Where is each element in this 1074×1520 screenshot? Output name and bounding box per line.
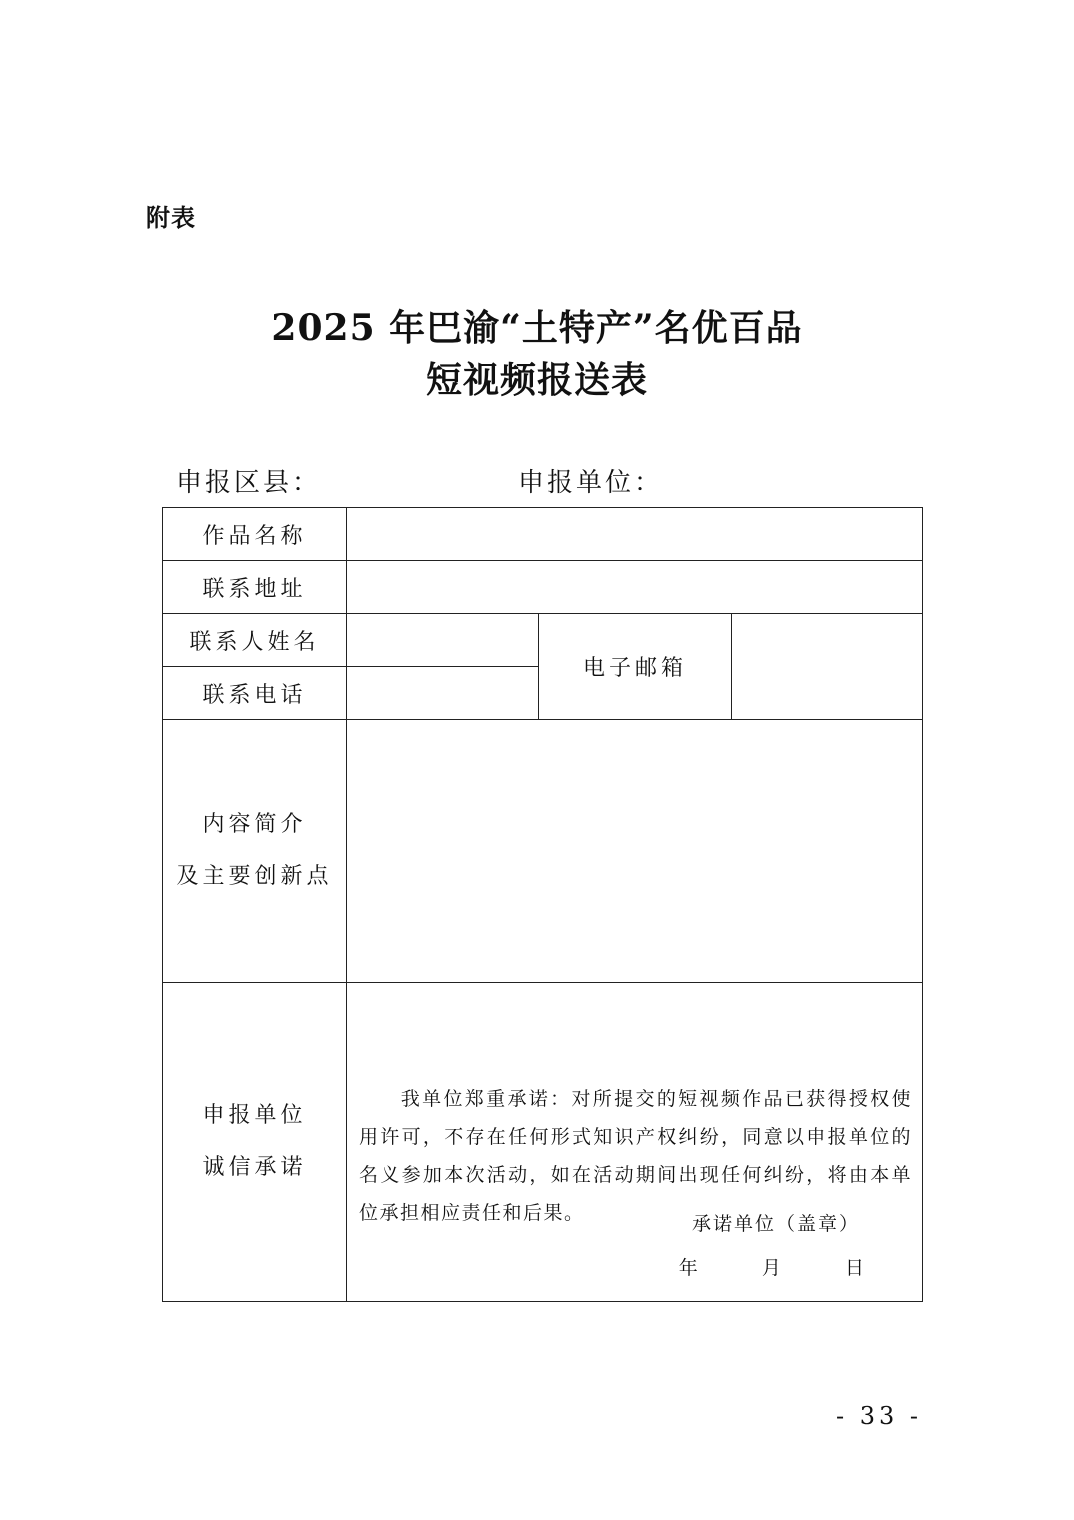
page-number: - 33 - [836,1402,923,1430]
email-field[interactable] [732,614,923,720]
summary-label-line1: 内容简介 [202,812,307,837]
date-line [679,1253,864,1280]
unit-label: 申报单位： [518,468,664,498]
date-year: 年 [678,1257,698,1279]
summary-label [163,720,347,983]
date-day: 日 [845,1257,865,1279]
address-label: 联系地址 [163,561,347,614]
signature-line: 承诺单位（盖章） [692,1213,861,1235]
email-label: 电子邮箱 [539,614,732,720]
summary-field[interactable] [347,720,923,983]
address-field[interactable] [347,561,923,614]
date-month: 月 [761,1257,781,1279]
phone-field[interactable] [347,667,539,720]
work-name-label: 作品名称 [163,508,347,561]
attachment-label: 附表 [146,204,196,232]
submission-form-table [162,507,923,1302]
district-label: 申报区县： [176,468,322,498]
pledge-cell [347,983,923,1302]
contact-name-field[interactable] [347,614,539,667]
pledge-label-line2: 诚信承诺 [202,1155,307,1180]
form-title-line2: 短视频报送表 [425,359,648,401]
summary-label-line2: 及主要创新点 [176,864,333,889]
pledge-label [163,983,347,1302]
pledge-text: 我单位郑重承诺：对所提交的短视频作品已获得授权使用许可，不存在任何形式知识产权纠纷，同意以申报单位的名义参加本次活动，如在活动期间出现任何纠纷，将由本单位承担相应责任和后果。 [359,1088,913,1224]
form-title-line1: 2025 年巴渝“土特产”名优百品 [271,307,803,349]
pledge-label-line1: 申报单位 [202,1103,307,1128]
phone-label: 联系电话 [163,667,347,720]
contact-name-label: 联系人姓名 [163,614,347,667]
work-name-field[interactable] [347,508,923,561]
